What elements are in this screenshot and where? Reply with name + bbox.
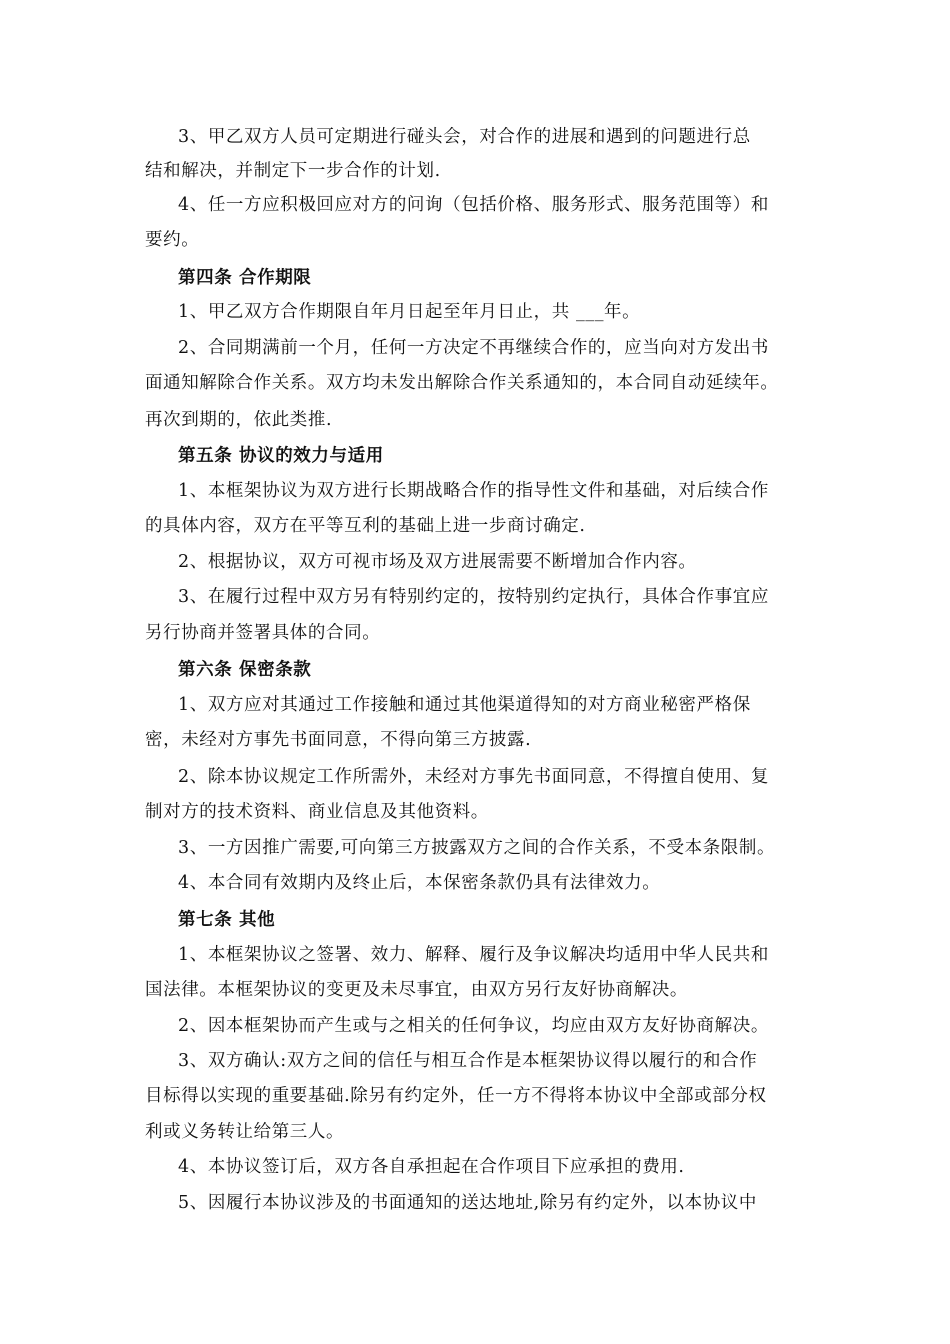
paragraph-line: 4、本协议签订后，双方各自承担起在合作项目下应承担的费用. bbox=[178, 1157, 685, 1177]
paragraph-line: 要约。 bbox=[145, 230, 200, 250]
paragraph-line: 国法律。本框架协议的变更及未尽事宜，由双方另行友好协商解决。 bbox=[145, 980, 688, 1000]
paragraph-line: 密，未经对方事先书面同意，不得向第三方披露. bbox=[145, 730, 532, 750]
paragraph-line: 再次到期的，依此类推. bbox=[145, 410, 333, 430]
paragraph-line: 2、除本协议规定工作所需外，未经对方事先书面同意，不得擅自使用、复 bbox=[178, 767, 769, 787]
paragraph-line: 3、一方因推广需要,可向第三方披露双方之间的合作关系，不受本条限制。 bbox=[178, 838, 776, 858]
paragraph-line: 1、本框架协议为双方进行长期战略合作的指导性文件和基础，对后续合作 bbox=[178, 481, 769, 501]
paragraph-line: 1、甲乙双方合作期限自年月日起至年月日止，共 ___年。 bbox=[178, 302, 641, 322]
paragraph-line: 2、因本框架协而产生或与之相关的任何争议，均应由双方友好协商解决。 bbox=[178, 1016, 769, 1036]
paragraph-line: 利或义务转让给第三人。 bbox=[145, 1122, 345, 1142]
paragraph-line: 3、在履行过程中双方另有特别约定的，按特别约定执行，具体合作事宜应 bbox=[178, 587, 769, 607]
section-heading: 第五条 协议的效力与适用 bbox=[178, 446, 384, 466]
paragraph-line: 1、双方应对其通过工作接触和通过其他渠道得知的对方商业秘密严格保 bbox=[178, 695, 751, 715]
paragraph-line: 另行协商并签署具体的合同。 bbox=[145, 623, 381, 643]
paragraph-line: 目标得以实现的重要基础.除另有约定外，任一方不得将本协议中全部或部分权 bbox=[145, 1086, 767, 1106]
paragraph-line: 面通知解除合作关系。双方均未发出解除合作关系通知的，本合同自动延续年。 bbox=[145, 373, 779, 393]
paragraph-line: 2、合同期满前一个月，任何一方决定不再继续合作的，应当向对方发出书 bbox=[178, 338, 769, 358]
paragraph-line: 的具体内容，双方在平等互利的基础上进一步商讨确定. bbox=[145, 516, 586, 536]
section-heading: 第六条 保密条款 bbox=[178, 660, 312, 680]
paragraph-line: 2、根据协议，双方可视市场及双方进展需要不断增加合作内容。 bbox=[178, 552, 697, 572]
section-heading: 第七条 其他 bbox=[178, 910, 276, 930]
paragraph-line: 4、本合同有效期内及终止后，本保密条款仍具有法律效力。 bbox=[178, 873, 661, 893]
paragraph-line: 1、本框架协议之签署、效力、解释、履行及争议解决均适用中华人民共和 bbox=[178, 945, 769, 965]
paragraph-line: 4、任一方应积极回应对方的问询（包括价格、服务形式、服务范围等）和 bbox=[178, 195, 769, 215]
paragraph-line: 5、因履行本协议涉及的书面通知的送达地址,除另有约定外，以本协议中 bbox=[178, 1193, 757, 1213]
section-heading: 第四条 合作期限 bbox=[178, 268, 312, 288]
paragraph-line: 3、甲乙双方人员可定期进行碰头会，对合作的进展和遇到的问题进行总 bbox=[178, 127, 751, 147]
paragraph-line: 制对方的技术资料、商业信息及其他资料。 bbox=[145, 802, 489, 822]
paragraph-line: 3、双方确认:双方之间的信任与相互合作是本框架协议得以履行的和合作 bbox=[178, 1051, 758, 1071]
paragraph-line: 结和解决，并制定下一步合作的计划. bbox=[145, 161, 441, 181]
